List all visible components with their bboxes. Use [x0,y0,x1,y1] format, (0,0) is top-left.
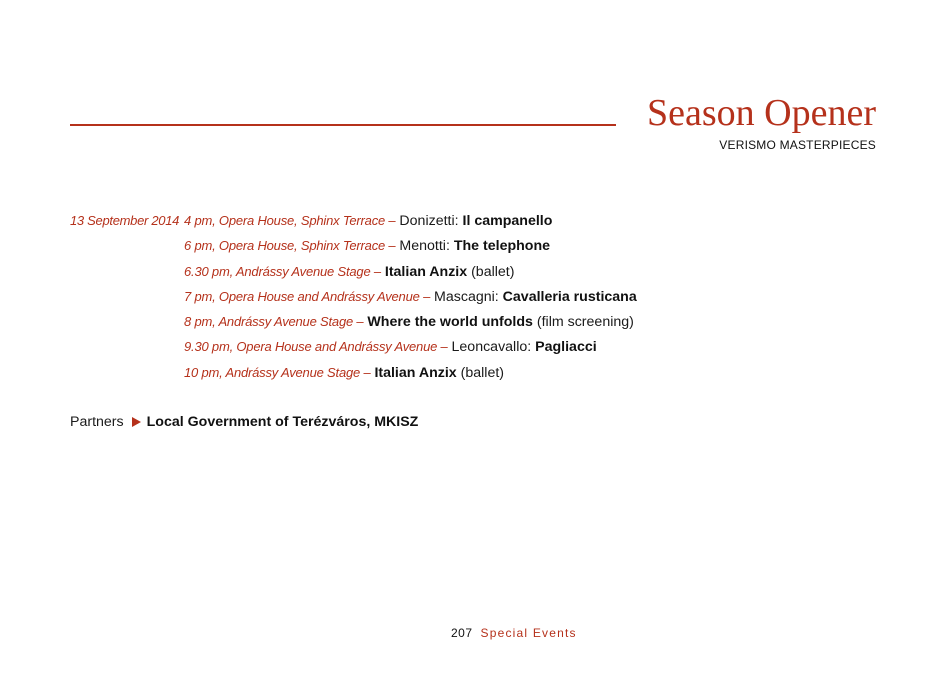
event-time-location: 9.30 pm, Opera House and Andrássy Avenue – [184,339,448,355]
event-entry [184,309,634,335]
event-time-location: 6 pm, Opera House, Sphinx Terrace – [184,238,396,254]
event-note: (film screening) [536,314,634,331]
event-work-title: Italian Anzix [374,364,457,381]
event-time-location: 4 pm, Opera House, Sphinx Terrace – [184,213,396,228]
page-footer [451,626,577,640]
page-header [70,90,876,160]
partners-label: Partners [70,414,124,430]
schedule-row [70,360,910,385]
event-work-title: Where the world unfolds [367,314,533,331]
page-subtitle: VERISMO MASTERPIECES [719,138,876,152]
schedule-row [70,208,910,233]
event-work-title: Italian Anzix [384,263,468,280]
event-entry [184,360,504,386]
event-note: (ballet) [471,263,515,280]
event-entry [184,259,514,285]
event-note: (ballet) [460,364,505,381]
event-time-location: 6.30 pm, Andrássy Avenue Stage – [184,263,381,279]
schedule-row [70,233,910,258]
event-entry [184,208,552,234]
triangle-right-icon [132,417,141,427]
schedule-row [70,334,910,359]
event-schedule [70,208,910,385]
event-time-location: 10 pm, Andrássy Avenue Stage – [184,364,371,380]
page-title: Season Opener [647,92,876,134]
event-time-location: 7 pm, Opera House and Andrássy Avenue – [184,288,431,304]
event-composer: Menotti: [399,238,450,255]
partners-value: Local Government of Terézváros, MKISZ [146,414,419,430]
header-rule [70,124,616,126]
event-work-title: Il campanello [462,213,553,229]
event-date: 13 September 2014 [70,213,180,228]
event-composer: Leoncavallo: [451,339,532,356]
event-composer: Donizetti: [399,213,459,229]
event-work-title: Pagliacci [535,339,597,356]
event-entry [184,233,550,259]
schedule-row [70,284,910,309]
schedule-row [70,309,910,334]
event-composer: Mascagni: [434,288,499,305]
event-entry [184,334,597,360]
page-number: 207 [451,626,473,640]
schedule-row [70,259,910,284]
partners-line [70,410,418,434]
event-work-title: The telephone [453,238,551,255]
event-time-location: 8 pm, Andrássy Avenue Stage – [184,314,364,330]
section-name: Special Events [480,626,577,640]
event-entry [184,284,637,310]
event-work-title: Cavalleria rusticana [502,288,637,305]
